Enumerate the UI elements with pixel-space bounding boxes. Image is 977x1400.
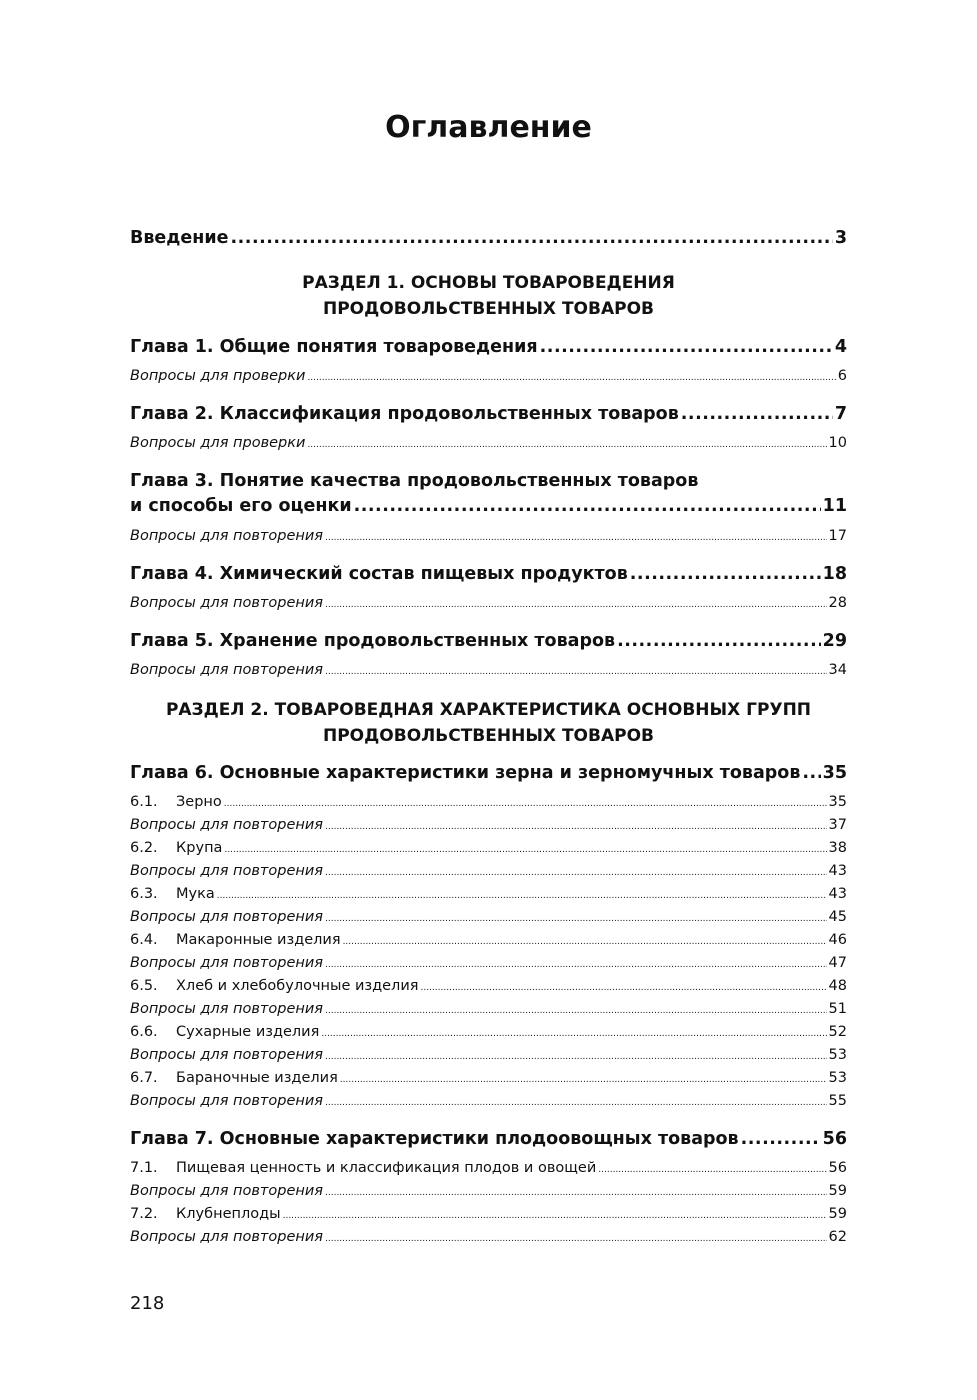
toc-entry-chapter-7[interactable] xyxy=(130,1129,847,1149)
dot-leader xyxy=(540,337,833,357)
toc-entry-page: 29 xyxy=(822,631,847,651)
dot-leader xyxy=(283,1206,827,1222)
toc-entry-number: 6.3. xyxy=(130,886,158,902)
toc-entry-page: 3 xyxy=(834,228,847,248)
toc-entry-number: 6.6. xyxy=(130,1024,158,1040)
dot-leader xyxy=(224,840,826,856)
toc-entry-page: 43 xyxy=(828,886,847,902)
toc-entry-label: Глава 2. Классификация продовольственных товаров xyxy=(130,404,679,424)
toc-entry-label: и способы его оценки xyxy=(130,496,352,516)
dot-leader xyxy=(630,564,821,584)
section-heading-line: РАЗДЕЛ 2. ТОВАРОВЕДНАЯ ХАРАКТЕРИСТИКА ОСНОВНЫХ ГРУПП xyxy=(165,700,812,720)
dot-leader xyxy=(343,932,827,948)
dot-leader xyxy=(325,1047,827,1063)
toc-entry-label: Введение xyxy=(130,228,229,248)
dot-leader xyxy=(325,817,827,833)
toc-entry-page: 53 xyxy=(828,1070,847,1086)
page-title: Оглавление xyxy=(385,110,592,145)
toc-entry-label: Вопросы для повторения xyxy=(130,909,323,925)
toc-entry-page: 47 xyxy=(828,955,847,971)
toc-entry-questions[interactable] xyxy=(130,909,847,925)
toc-entry-label: Вопросы для повторения xyxy=(130,817,323,833)
section-heading-line: ПРОДОВОЛЬСТВЕННЫХ ТОВАРОВ xyxy=(323,726,654,746)
toc-entry-page: 56 xyxy=(822,1129,847,1149)
toc-entry-questions[interactable] xyxy=(130,435,847,451)
toc-entry-number: 6.7. xyxy=(130,1070,158,1086)
toc-entry-label: Сухарные изделия xyxy=(176,1024,320,1040)
dot-leader xyxy=(325,595,827,611)
dot-leader xyxy=(307,368,835,384)
toc-entry-number: 7.1. xyxy=(130,1160,158,1176)
dot-leader xyxy=(325,955,827,971)
toc-entry-subsection[interactable] xyxy=(130,1160,847,1176)
dot-leader xyxy=(217,886,827,902)
toc-entry-page: 51 xyxy=(828,1001,847,1017)
dot-leader xyxy=(325,1093,827,1109)
dot-leader xyxy=(420,978,826,994)
toc-entry-number: 6.4. xyxy=(130,932,158,948)
toc-entry-questions[interactable] xyxy=(130,1183,847,1199)
toc-entry-questions[interactable] xyxy=(130,595,847,611)
toc-entry-number: 6.2. xyxy=(130,840,158,856)
toc-entry-page: 55 xyxy=(828,1093,847,1109)
toc-entry-label: Глава 5. Хранение продовольственных товаров xyxy=(130,631,616,651)
toc-entry-label: Вопросы для повторения xyxy=(130,1093,323,1109)
toc-entry-questions[interactable] xyxy=(130,1093,847,1109)
dot-leader xyxy=(325,909,827,925)
toc-entry-label: Вопросы для повторения xyxy=(130,662,323,678)
toc-entry-subsection[interactable] xyxy=(130,1206,847,1222)
toc-entry-page: 35 xyxy=(828,794,847,810)
toc-entry-label: Глава 6. Основные характеристики зерна и зерномучных товаров xyxy=(130,763,801,783)
toc-entry-subsection[interactable] xyxy=(130,886,847,902)
toc-entry-page: 6 xyxy=(837,368,847,384)
toc-entry-page: 4 xyxy=(834,337,847,357)
toc-entry-page: 35 xyxy=(822,763,847,783)
dot-leader xyxy=(325,863,827,879)
toc-entry-number: 6.1. xyxy=(130,794,158,810)
toc-entry-chapter-3[interactable] xyxy=(130,496,847,516)
toc-entry-page: 43 xyxy=(828,863,847,879)
toc-entry-page: 7 xyxy=(834,404,847,424)
toc-entry-subsection[interactable] xyxy=(130,978,847,994)
toc-entry-label: Вопросы для повторения xyxy=(130,1047,323,1063)
dot-leader xyxy=(325,662,827,678)
toc-entry-chapter-1[interactable] xyxy=(130,337,847,357)
toc-entry-label: Вопросы для повторения xyxy=(130,1001,323,1017)
toc-entry-page: 45 xyxy=(828,909,847,925)
dot-leader xyxy=(681,404,833,424)
toc-entry-label: Глава 4. Химический состав пищевых продуктов xyxy=(130,564,628,584)
toc-entry-label: Бараночные изделия xyxy=(176,1070,338,1086)
toc-entry-label: Вопросы для проверки xyxy=(130,368,306,384)
toc-entry-label: Зерно xyxy=(176,794,222,810)
toc-entry-label: Крупа xyxy=(176,840,223,856)
toc-entry-page: 37 xyxy=(828,817,847,833)
section-heading-2 xyxy=(130,697,847,749)
section-heading-1 xyxy=(130,270,847,322)
toc-entry-questions[interactable] xyxy=(130,955,847,971)
dot-leader xyxy=(325,1229,827,1245)
toc-entry-label: Вопросы для повторения xyxy=(130,1183,323,1199)
toc-entry-label: Вопросы для повторения xyxy=(130,528,323,544)
toc-entry-questions[interactable] xyxy=(130,1229,847,1245)
toc-entry-label: Вопросы для повторения xyxy=(130,955,323,971)
toc-entry-subsection[interactable] xyxy=(130,932,847,948)
toc-entry-label: Вопросы для повторения xyxy=(130,1229,323,1245)
dot-leader xyxy=(617,631,821,651)
toc-entry-chapter-4[interactable] xyxy=(130,564,847,584)
toc-entry-subsection[interactable] xyxy=(130,1024,847,1040)
page-number: 218 xyxy=(130,1293,165,1314)
dot-leader xyxy=(741,1129,821,1149)
toc-entry-page: 11 xyxy=(822,496,847,516)
toc-entry-page: 52 xyxy=(828,1024,847,1040)
toc-entry-subsection[interactable] xyxy=(130,794,847,810)
dot-leader xyxy=(802,763,820,783)
toc-entry-questions[interactable] xyxy=(130,817,847,833)
toc-entry-questions[interactable] xyxy=(130,662,847,678)
dot-leader xyxy=(224,794,827,810)
toc-entry-label: Мука xyxy=(176,886,215,902)
toc-entry-page: 46 xyxy=(828,932,847,948)
toc-entry-chapter-6[interactable] xyxy=(130,763,847,783)
toc-entry-page: 18 xyxy=(822,564,847,584)
toc-entry-chapter-2[interactable] xyxy=(130,404,847,424)
dot-leader xyxy=(325,1001,827,1017)
toc-entry-page: 10 xyxy=(828,435,847,451)
toc-entry-page: 62 xyxy=(828,1229,847,1245)
toc-entry-page: 28 xyxy=(828,595,847,611)
toc-entry-page: 17 xyxy=(828,528,847,544)
toc-entry-number: 6.5. xyxy=(130,978,158,994)
toc-entry-page: 34 xyxy=(828,662,847,678)
toc-entry-number: 7.2. xyxy=(130,1206,158,1222)
toc-entry-subsection[interactable] xyxy=(130,1070,847,1086)
toc-entry-questions[interactable] xyxy=(130,528,847,544)
toc-entry-subsection[interactable] xyxy=(130,840,847,856)
toc-entry-label: Клубнеплоды xyxy=(176,1206,281,1222)
toc-entry-label: Вопросы для проверки xyxy=(130,435,306,451)
dot-leader xyxy=(321,1024,826,1040)
toc-entry-page: 59 xyxy=(828,1183,847,1199)
toc-entry-label: Глава 1. Общие понятия товароведения xyxy=(130,337,538,357)
toc-entry-questions[interactable] xyxy=(130,1047,847,1063)
toc-entry-chapter-3-first-line[interactable]: Глава 3. Понятие качества продовольственных товаров xyxy=(130,471,699,491)
toc-entry-chapter-5[interactable] xyxy=(130,631,847,651)
toc-entry-page: 56 xyxy=(828,1160,847,1176)
section-heading-line: РАЗДЕЛ 1. ОСНОВЫ ТОВАРОВЕДЕНИЯ xyxy=(302,273,675,293)
dot-leader xyxy=(340,1070,827,1086)
toc-entry-page: 38 xyxy=(828,840,847,856)
dot-leader xyxy=(307,435,826,451)
toc-entry-label: Пищевая ценность и классификация плодов и овощей xyxy=(176,1160,597,1176)
toc-entry-label: Вопросы для повторения xyxy=(130,863,323,879)
dot-leader xyxy=(231,228,833,248)
toc-entry-introduction[interactable] xyxy=(130,228,847,248)
toc-entry-page: 53 xyxy=(828,1047,847,1063)
toc-entry-page: 59 xyxy=(828,1206,847,1222)
toc-entry-label: Хлеб и хлебобулочные изделия xyxy=(176,978,419,994)
section-heading-line: ПРОДОВОЛЬСТВЕННЫХ ТОВАРОВ xyxy=(323,299,654,319)
toc-entry-questions[interactable] xyxy=(130,863,847,879)
dot-leader xyxy=(325,1183,827,1199)
toc-entry-questions[interactable] xyxy=(130,1001,847,1017)
dot-leader xyxy=(354,496,821,516)
dot-leader xyxy=(598,1160,826,1176)
toc-entry-page: 48 xyxy=(828,978,847,994)
toc-entry-label: Глава 7. Основные характеристики плодоовощных товаров xyxy=(130,1129,739,1149)
toc-entry-questions[interactable] xyxy=(130,368,847,384)
toc-entry-label: Вопросы для повторения xyxy=(130,595,323,611)
dot-leader xyxy=(325,528,827,544)
toc-entry-label: Макаронные изделия xyxy=(176,932,341,948)
